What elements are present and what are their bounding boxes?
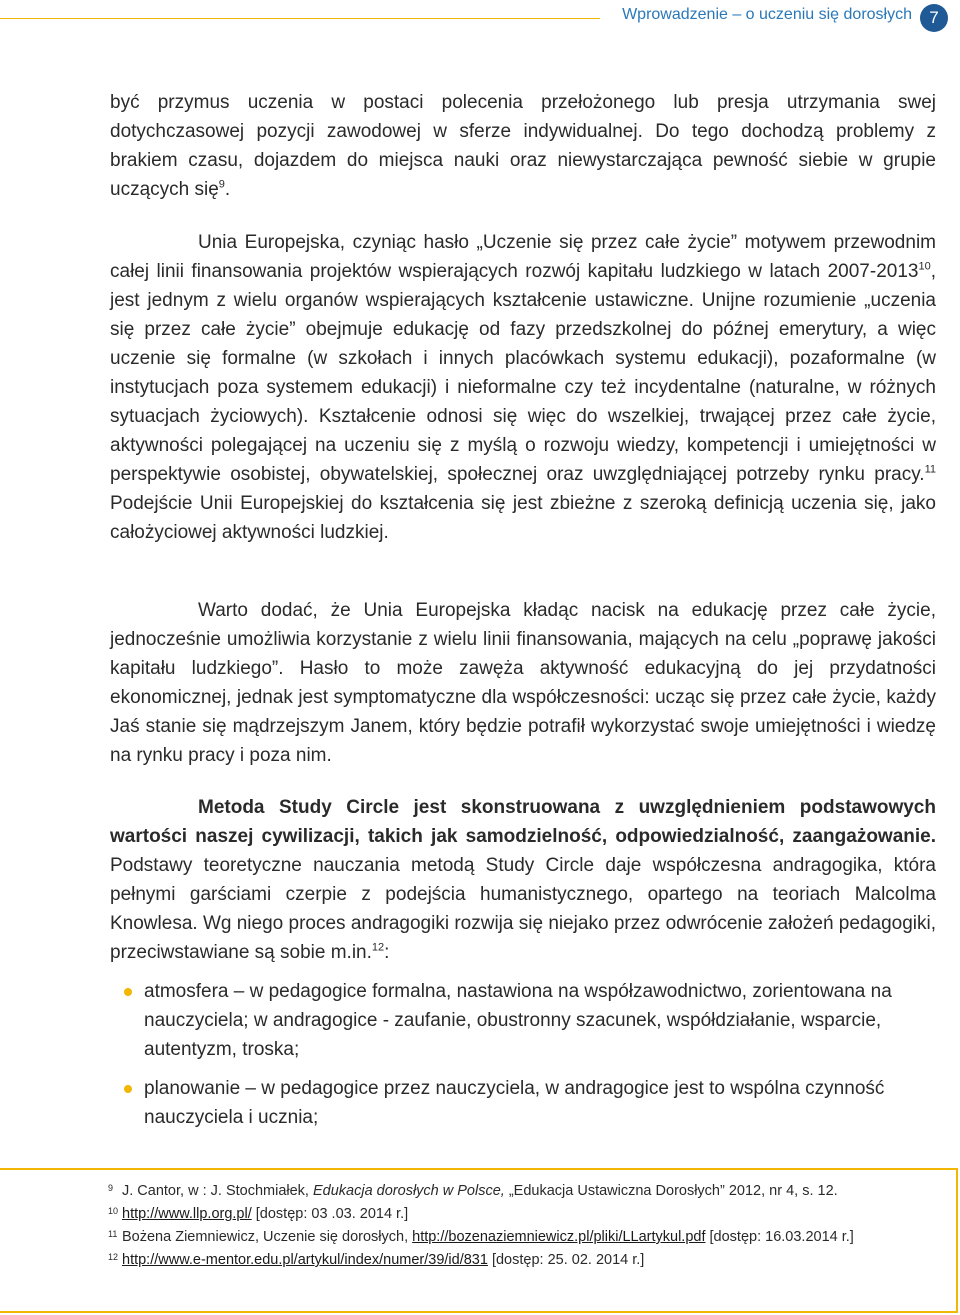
list-item xyxy=(110,977,936,1064)
footnote-ref-9[interactable]: 9 xyxy=(218,178,225,191)
list-item xyxy=(110,1074,936,1132)
footnote-ref-11[interactable]: 11 xyxy=(924,463,936,476)
paragraph-2-part2: , jest jednym z wielu organów wspierających kształcenie ustawiczne. Unijne rozumienie „uczenia się przez całe życie” obejmuje edukację od fazy przedszkolnej do późnej emerytury, a więc uczenie się formalne (w szkołach i innych placówkach systemu edukacji), pozaformalne (w instytucjach poza systemem edukacji) i nieformalne czy też incydentalne (naturalne, w różnych sytuacjach życiowych). Kształcenie odnosi się więc do wszelkiej, trwającej przez całe życie, aktywności polegającej na uczeniu się z myślą o rozwoju wiedzy, kompetencji i umiejętności w perspektywie osobistej, obywatelskiej, społecznej oraz uwzględniającej potrzeby rynku pracy. xyxy=(110,261,936,485)
footnote-ref-10[interactable]: 10 xyxy=(918,260,931,273)
footnote-link[interactable]: http://bozenaziemniewicz.pl/pliki/LLartykul.pdf xyxy=(412,1229,706,1245)
paragraph-4 xyxy=(110,793,936,967)
bullet-dot-icon xyxy=(124,1085,132,1093)
footnote-text: [dostęp: 16.03.2014 r.] xyxy=(705,1229,854,1245)
footnote-10: 10 http://www.llp.org.pl/ [dostęp: 03 .03. 2014 r.] xyxy=(108,1206,409,1222)
footnote-link[interactable]: http://www.e-mentor.edu.pl/artykul/index/numer/39/id/831 xyxy=(122,1252,488,1268)
footnotes xyxy=(108,1180,928,1272)
footnote-text: [dostęp: 25. 02. 2014 r.] xyxy=(487,1252,645,1268)
paragraph-1 xyxy=(110,88,936,204)
footnote-11: 11 Bożena Ziemniewicz, Uczenie się dorosłych, http://bozenaziemniewicz.pl/pliki/LLartykul.pdf [dostęp: 16.03.2014 r.] xyxy=(108,1229,854,1245)
footnote-link[interactable]: http://www.llp.org.pl/ xyxy=(122,1206,252,1222)
list-item-text: atmosfera – w pedagogice formalna, nastawiona na współzawodnictwo, zorientowana na nauczyciela; w andragogice - zaufanie, obustronny szacunek, współdziałanie, wsparcie, autentyzm, troska; xyxy=(144,981,892,1060)
page-number-badge: 7 xyxy=(920,4,948,32)
footnote-12: 12 http://www.e-mentor.edu.pl/artykul/index/numer/39/id/831 [dostęp: 25. 02. 2014 r.] xyxy=(108,1252,645,1268)
paragraph-2 xyxy=(110,228,936,547)
footnote-text: „Edukacja Ustawiczna Dorosłych” 2012, nr 4, s. 12. xyxy=(504,1183,838,1199)
footnote-title: Edukacja dorosłych w Polsce, xyxy=(313,1183,505,1199)
paragraph-2-part3: Podejście Unii Europejskiej do kształcenia się jest zbieżne z szeroką definicją uczenia się, jako całożyciowej aktywności ludzkiej. xyxy=(110,493,936,543)
running-header: Wprowadzenie – o uczeniu się dorosłych xyxy=(622,6,912,23)
footnote-ref-12[interactable]: 12 xyxy=(371,941,385,954)
paragraph-2-part1: Unia Europejska, czyniąc hasło „Uczenie się przez całe życie” motywem przewodnim całej linii finansowania projektów wspierających rozwój kapitału ludzkiego w latach 2007-2013 xyxy=(110,232,936,282)
footnote-9: 9 J. Cantor, w : J. Stochmiałek, Edukacja dorosłych w Polsce, „Edukacja Ustawiczna Dorosłych” 2012, nr 4, s. 12. xyxy=(108,1183,838,1199)
footnote-text: Bożena Ziemniewicz, Uczenie się dorosłych, xyxy=(122,1229,413,1245)
footnote-text: [dostęp: 03 .03. 2014 r.] xyxy=(251,1206,409,1222)
paragraph-4-end: : xyxy=(384,942,390,963)
footnote-text: J. Cantor, w : J. Stochmiałek, xyxy=(122,1183,313,1199)
header-rule xyxy=(0,18,600,19)
paragraph-1-end: . xyxy=(224,179,231,200)
paragraph-3 xyxy=(110,596,936,770)
paragraph-4-rest: Podstawy teoretyczne nauczania metodą Study Circle daje współczesna andragogika, która pełnymi garściami czerpie z podejścia humanistycznego, opartego na teoriach Malcolma Knowlesa. Wg niego proces andragogiki rozwija się niejako przez odwrócenie założeń pedagogiki, przeciwstawiane są sobie m.in. xyxy=(110,855,936,963)
bullet-dot-icon xyxy=(124,988,132,996)
paragraph-4-bold: Metoda Study Circle jest skonstruowana z uwzględnieniem podstawowych wartości naszej cywilizacji, takich jak samodzielność, odpowiedzialność, zaangażowanie. xyxy=(110,797,936,847)
paragraph-3-text: Warto dodać, że Unia Europejska kładąc nacisk na edukację przez całe życie, jednocześnie umożliwia korzystanie z wielu linii finansowania, mających na celu „poprawę jakości kapitału ludzkiego”. Hasło to może zawęża aktywność edukacyjną do jej przydatności ekonomicznej, jednak jest symptomatyczne dla współczesności: ucząc się przez całe życie, każdy Jaś stanie się mądrzejszym Janem, który będzie potrafił wykorzystać swoje umiejętności i wiedzę na rynku pracy i poza nim. xyxy=(110,600,936,766)
bullet-list xyxy=(110,977,936,1142)
list-item-text: planowanie – w pedagogice przez nauczyciela, w andragogice jest to wspólna czynność nauczyciela i ucznia; xyxy=(144,1078,885,1128)
paragraph-1-text: być przymus uczenia w postaci polecenia przełożonego lub presja utrzymania swej dotychczasowej pozycji zawodowej w sferze indywidualnej. Do tego dochodzą problemy z brakiem czasu, dojazdem do miejsca nauki oraz niewystarczająca pewność siebie w grupie uczących się xyxy=(110,92,936,200)
